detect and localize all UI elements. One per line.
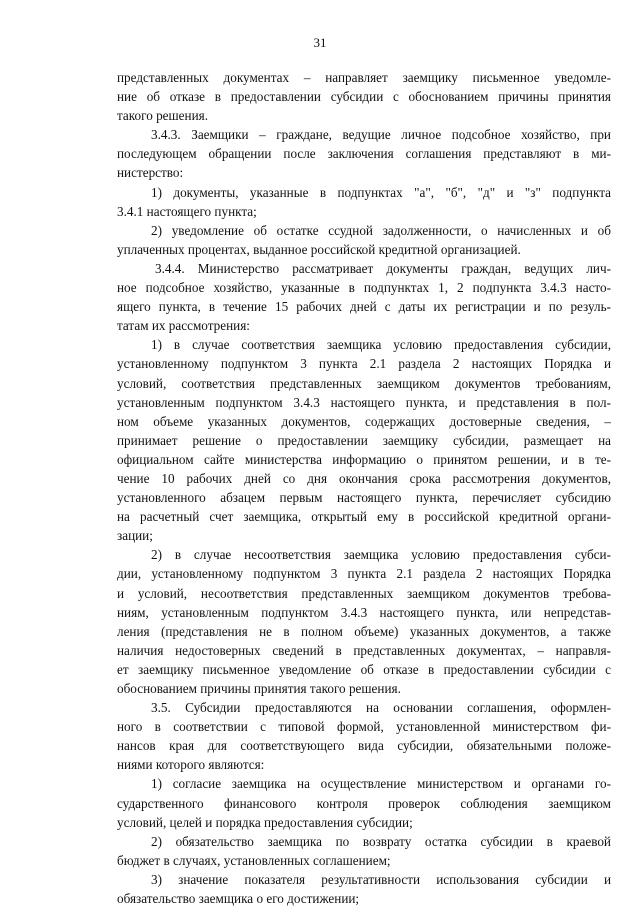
text-line: нансов края для соответствующего вида субсидии, обязательными положе- xyxy=(117,738,611,754)
text-line: условий, целей и порядка предоставления субсидии; xyxy=(117,814,413,830)
text-line: ления (представления не в полном объеме) указанных документов, а также xyxy=(117,623,611,639)
text-line: и условий, несоответствия представленных заемщиком документов требова- xyxy=(117,585,611,601)
text-line: 1) документы, указанные в подпунктах "а", "б", "д" и "з" подпункта xyxy=(151,184,611,200)
text-line: нистерство: xyxy=(117,165,184,181)
text-line: ящего пункта, в течение 15 рабочих дней с даты их регистрации и по резуль- xyxy=(117,299,611,315)
text-line: уплаченных процентах, выданное российской кредитной организацией. xyxy=(117,241,521,257)
text-line: последующем обращении после заключения соглашения представляют в ми- xyxy=(117,146,611,162)
text-line: 3.4.4. Министерство рассматривает документы граждан, ведущих лич- xyxy=(155,260,611,276)
text-line: ние об отказе в предоставлении субсидии с обоснованием причины принятия xyxy=(117,89,611,105)
text-line: дии, установленному подпунктом 3 пункта 2.1 раздела 2 настоящих Порядка xyxy=(117,566,611,582)
text-line: 2) уведомление об остатке ссудной задолженности, о начисленных и об xyxy=(151,222,611,238)
document-body xyxy=(117,68,611,908)
text-line: условий, соответствия представленных заемщиком документов требованиям, xyxy=(117,375,611,391)
text-line: 3) значение показателя результативности использования субсидии и xyxy=(151,871,611,887)
text-line: ниями которого являются: xyxy=(117,757,265,773)
text-line: 3.5. Субсидии предоставляются на основании соглашения, оформлен- xyxy=(151,700,611,716)
text-line: установленному подпунктом 3 пункта 2.1 раздела 2 настоящих Порядка и xyxy=(117,356,611,372)
text-line: принимает решение о предоставлении заемщику субсидии, размещает на xyxy=(117,432,611,448)
text-line: ное подсобное хозяйство, указанные в подпунктах 1, 2 подпункта 3.4.3 насто- xyxy=(117,280,611,296)
text-line: татам их рассмотрения: xyxy=(117,318,250,334)
text-line: ет заемщику письменное уведомление об отказе в предоставлении субсидии с xyxy=(117,661,611,677)
text-line: ном объеме указанных документов, содержащих достоверные сведения, – xyxy=(117,413,611,429)
text-line: установленным подпунктом 3.4.3 настоящего пункта, и представления в пол- xyxy=(117,394,611,410)
text-line: зации; xyxy=(117,528,153,544)
text-line: 3.4.3. Заемщики – граждане, ведущие личное подсобное хозяйство, при xyxy=(151,127,611,143)
text-line: бюджет в случаях, установленных соглашением; xyxy=(117,852,391,868)
text-line: представленных документах – направляет заемщику письменное уведомле- xyxy=(117,70,611,85)
text-line: 2) в случае несоответствия заемщика условию предоставления субси- xyxy=(151,547,611,563)
text-line: 1) согласие заемщика на осуществление министерством и органами го- xyxy=(151,776,611,792)
text-line: 3.4.1 настоящего пункта; xyxy=(117,203,257,219)
text-line: на расчетный счет заемщика, открытый ему в российской кредитной органи- xyxy=(117,509,611,525)
page-number: 31 xyxy=(313,35,327,50)
text-line: такого решения. xyxy=(117,108,209,124)
text-line: установленного абзацем первым настоящего пункта, перечисляет субсидию xyxy=(117,490,611,506)
text-line: наличия недостоверных сведений в представленных документах, – направля- xyxy=(117,642,611,658)
text-line: обоснованием причины принятия такого решения. xyxy=(117,681,401,696)
text-line: обязательство заемщика о его достижении; xyxy=(117,891,360,907)
text-line: 1) в случае соответствия заемщика условию предоставления субсидии, xyxy=(151,337,611,353)
text-line: 2) обязательство заемщика по возврату остатка субсидии в краевой xyxy=(151,833,611,849)
text-line: чение 10 рабочих дней со дня окончания срока рассмотрения документов, xyxy=(117,470,611,486)
text-line: официальном сайте министерства информацию о принятом решении, и в те- xyxy=(117,451,611,467)
text-line: ниям, установленным подпунктом 3.4.3 настоящего пункта, или непредстав- xyxy=(117,604,611,620)
text-line: сударственного финансового контроля проверок соблюдения заемщиком xyxy=(117,795,611,811)
text-line: ного в соответствии с типовой формой, установленной министерством фи- xyxy=(117,719,611,735)
